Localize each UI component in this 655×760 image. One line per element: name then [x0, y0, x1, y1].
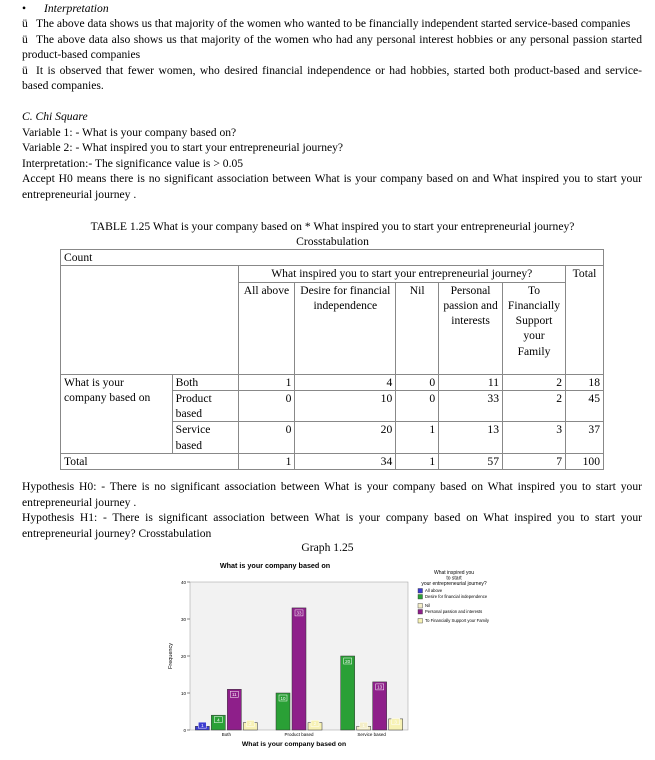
legend-swatch	[418, 604, 423, 609]
legend-entry: To Financially Support your Family	[425, 618, 490, 623]
check-icon: ü	[22, 32, 28, 46]
col-header: Personal passion and interests	[439, 282, 503, 374]
y-tick-label: 0	[183, 728, 186, 733]
data-label: 33	[296, 610, 302, 616]
data-label: 4	[217, 717, 220, 723]
legend-title: your entrepreneurial journey?	[421, 581, 487, 587]
interpretation-heading: Interpretation	[44, 2, 109, 15]
legend-entry: Personal passion and interests	[425, 609, 483, 614]
data-label: 2	[313, 721, 317, 727]
legend-title: What inspired you	[433, 570, 475, 576]
graph-caption: Graph 1.25	[301, 541, 354, 554]
bar	[341, 656, 355, 730]
data-label: 11	[231, 692, 237, 698]
legend-entry: Nil	[425, 603, 430, 608]
col-header: To Financially Support your Family	[503, 282, 566, 374]
col-header: Desire for financial independence	[295, 282, 396, 374]
legend-entry: All above	[425, 588, 443, 593]
bullet-icon: •	[22, 2, 27, 15]
legend-entry: Desire for financial independence	[425, 594, 488, 599]
table-row: Product based 0 10 0 33 2 45	[61, 390, 604, 422]
legend-swatch	[418, 595, 423, 600]
bar-chart	[160, 558, 510, 753]
hypotheses	[22, 479, 642, 541]
hypothesis-h1: Hypothesis H1: - There is significant association between What is your company based on What inspired you to start your entrepreneurial journey? Crosstabulation	[22, 511, 642, 540]
data-label: 3	[394, 719, 397, 725]
x-tick-label: Product based	[284, 732, 314, 737]
interpretation-heading-row	[22, 1, 109, 16]
data-label: 1	[201, 722, 204, 728]
total-row-label: Total	[61, 454, 239, 470]
chi-square-section	[22, 109, 642, 202]
x-axis-label: What is your company based on	[241, 741, 347, 748]
y-tick-label: 20	[180, 654, 186, 659]
variable-2: Variable 2: - What inspired you to start your entrepreneurial journey?	[22, 141, 344, 154]
chart-title: What is your company based on	[219, 561, 331, 570]
bar	[292, 608, 306, 730]
legend-swatch	[418, 589, 423, 594]
y-axis-label: Frequency	[168, 643, 174, 669]
check-icon: ü	[22, 63, 28, 77]
table-row	[61, 250, 604, 266]
hypothesis-h0: Hypothesis H0: - There is no significant association between What is your company based on What inspired you to start your entrepreneurial journey .	[22, 480, 642, 509]
interpretation-line: Interpretation:- The significance value is > 0.05	[22, 156, 244, 170]
total-header: Total	[565, 266, 603, 374]
y-tick-label: 30	[180, 617, 186, 622]
y-tick-label: 10	[180, 691, 186, 696]
table-row: Total 1 34 1 57 7 100	[61, 454, 604, 470]
list-item: ü The above data shows us that majority of the women who wanted to be financially independent started service-based companies	[22, 17, 631, 30]
variable-1: Variable 1: - What is your company based on?	[22, 125, 237, 139]
bullet-list	[22, 16, 642, 94]
y-tick-label: 40	[180, 580, 186, 585]
legend-swatch	[418, 619, 423, 624]
accept-line: Accept H0 means there is no significant association between What is your company based on and What inspired you to start your entrepreneurial journey .	[22, 172, 642, 201]
row-group-label: What is your company based on	[61, 374, 173, 453]
x-tick-label: Service based	[357, 732, 386, 737]
row-label: Both	[172, 374, 238, 390]
row-label: Service based	[172, 422, 238, 454]
question-header: What inspired you to start your entrepreneurial journey?	[238, 266, 565, 282]
legend-swatch	[418, 610, 423, 615]
data-label: 13	[377, 684, 383, 690]
x-tick-label: Both	[221, 732, 231, 737]
data-label: 2	[249, 721, 252, 727]
table-title: TABLE 1.25 What is your company based on * What inspired you to start your entrepreneurial journey? Crosstabulation	[90, 220, 575, 248]
data-label: 20	[345, 658, 351, 664]
table-row: Service based 0 20 1 13 3 37	[61, 422, 604, 454]
col-header: Nil	[396, 282, 439, 374]
row-label: Product based	[172, 390, 238, 422]
list-item: ü The above data also shows us that majority of the women who had any personal interest hobbies or any personal passion started product-based companies	[22, 32, 642, 61]
list-item: ü It is observed that fewer women, who desired financial independence or had hobbies, started both product-based and service-based companies.	[22, 63, 642, 92]
check-icon: ü	[22, 17, 28, 30]
col-header: All above	[238, 282, 295, 374]
crosstab-table	[60, 249, 604, 470]
count-label: Count	[61, 250, 604, 266]
table-row	[61, 266, 604, 282]
data-label: 10	[280, 695, 286, 701]
legend-title: to start	[446, 575, 462, 582]
table-row: What is your company based on Both 1 4 0 11 2 18	[61, 374, 604, 390]
section-heading: C. Chi Square	[22, 110, 88, 123]
data-label: 1	[362, 722, 365, 728]
